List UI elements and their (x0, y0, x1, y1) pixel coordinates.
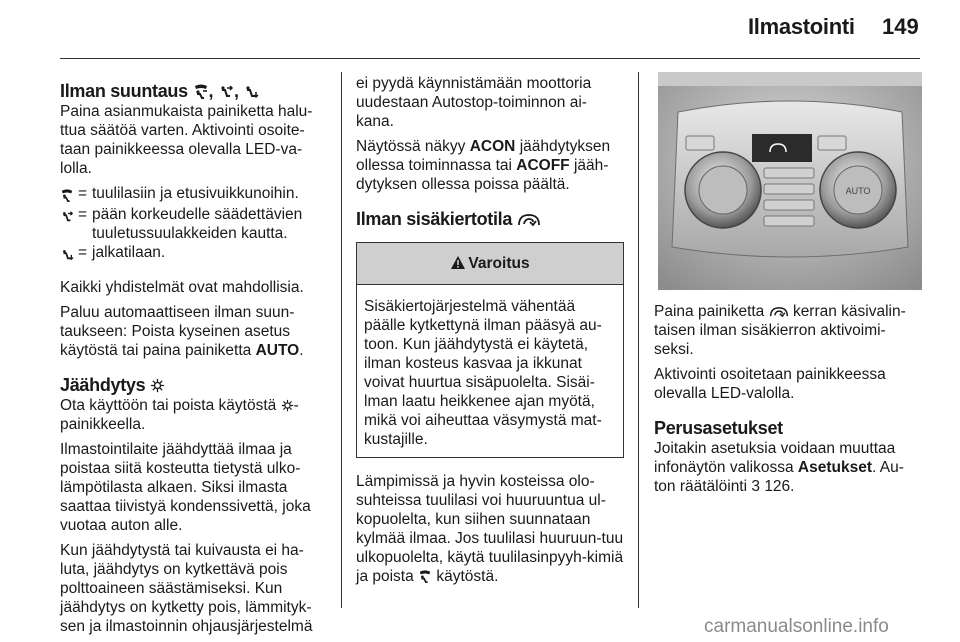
definition-row: = jalkatilaan. (60, 243, 328, 264)
svg-text:AUTO: AUTO (845, 186, 871, 196)
paragraph: Lämpimissä ja hyvin kosteissa olo-suhteissa tuulilasi voi huuruuntua ul-kopuolelta, kun siihen suunnataan kylmää ilmaa. Jos tuulilasi huuruun-tuu ulkopuolelta, käytä tuulilasinpyyh-kimiä ja poista käytöstä. (356, 473, 624, 585)
page-reference-arrow: 3 (751, 478, 760, 495)
page-reference[interactable]: 126. (764, 478, 795, 495)
airflow-head-icon (60, 210, 74, 223)
airflow-windshield-icon (418, 570, 432, 583)
column-1 (60, 66, 328, 636)
heading-basic-settings: Perusasetukset (654, 418, 783, 438)
recirculation-icon (517, 213, 541, 227)
warning-triangle-icon (450, 255, 466, 275)
paragraph: Kaikki yhdistelmät ovat mahdollisia. (60, 279, 304, 296)
airflow-head-icon (218, 84, 234, 99)
column-divider (638, 72, 639, 608)
paragraph: Kun jäähdytystä tai kuivausta ei ha-luta, jäähdytys on kytkettävä pois polttoaineen säästämiseksi. Kun jäähdytys on kytketty pois, lämmityk-sen ja ilmastoinnin ohjausjärjestelmä (60, 542, 313, 635)
definition-row: = tuulilasiin ja etusivuikkunoihin. (60, 184, 328, 205)
snowflake-icon (281, 399, 294, 412)
snowflake-icon (150, 378, 165, 393)
paragraph: Paluu automaattiseen ilman suun-taukseen: Poista kyseinen asetus käytöstä tai paina painiketta AUTO. (60, 304, 304, 359)
airflow-feet-icon (243, 84, 259, 99)
column-2 (356, 66, 624, 586)
page-title: Ilmastointi (748, 14, 855, 39)
paragraph: ei pyydä käynnistämään moottoria uudestaan Autostop-toiminnon ai-kana. (356, 75, 592, 130)
paragraph: Aktivointi osoitetaan painikkeessa olevalla LED-valolla. (654, 366, 886, 402)
watermark: carmanualsonline.info (704, 616, 889, 637)
recirculation-icon (769, 306, 789, 318)
column-3 (654, 66, 924, 496)
warning-text: Sisäkiertojärjestelmä vähentää päälle kytkettynä ilman pääsyä au-toon. Kun jäähdytystä ei käytetä, ilman kosteus kasvaa ja ikkunat voivat huurtua sisäpuolelta. Sisäi-lman laatu heikkenee ajan myötä, mikä voi aiheuttaa väsymystä mat-kustajille. (364, 298, 602, 448)
heading-air-distribution: Ilman suuntaus , , (60, 80, 328, 102)
paragraph: Ilmastointilaite jäähdyttää ilmaa ja poistaa siitä kosteutta tietystä ulko-lämpötilasta alkaen. Siksi ilmasta saattaa tiivistyä kondenssivettä, joka vuotaa auton alle. (60, 441, 311, 534)
warning-box (356, 242, 624, 458)
airflow-windshield-icon (193, 84, 209, 99)
paragraph: Näytössä näkyy ACON jäähdytyksen ollessa toiminnassa tai ACOFF jääh-dytyksen ollessa poissa päältä. (356, 138, 611, 193)
paragraph: Paina asianmukaista painiketta halu-ttua säätöä varten. Aktivointi osoite-taan painikkeessa olevalla LED-va-lolla. (60, 103, 313, 177)
paragraph: Ota käyttöön tai poista käytöstä -painikkeella. (60, 397, 299, 433)
page-number: 149 (882, 14, 919, 39)
warning-header: Varoitus (357, 243, 623, 285)
column-divider (341, 72, 342, 608)
heading-cooling: Jäähdytys (60, 374, 328, 396)
paragraph: Paina painiketta kerran käsivalin-taisen ilman sisäkierron aktivoimi-seksi. (654, 303, 906, 358)
definition-row: = pään korkeudelle säädettävien tuuletussuulakkeiden kautta. (60, 205, 328, 243)
header-rule (60, 58, 920, 59)
heading-recirculation: Ilman sisäkiertotila (356, 208, 624, 230)
airflow-feet-icon (60, 248, 74, 261)
airflow-windshield-icon (60, 189, 74, 202)
climate-control-photo (658, 72, 922, 290)
paragraph: Joitakin asetuksia voidaan muuttaa infonäytön valikossa Asetukset. Au-ton räätälöinti 3 126. (654, 440, 904, 495)
